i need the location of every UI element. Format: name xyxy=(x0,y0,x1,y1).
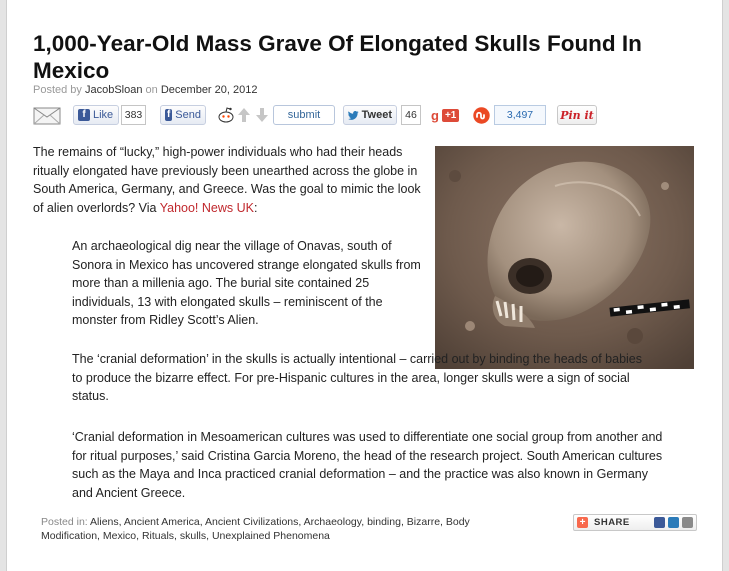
reddit-alien-icon[interactable] xyxy=(217,105,235,125)
post-meta xyxy=(33,84,257,96)
intro-text: The remains of “lucky,” high-power individuals who had their heads ritually elongated have previously been unearthed across the globe in South America, Germany, and Greece. Was the goal to mimic the look of alien overlords? Via xyxy=(33,145,421,215)
tweet-button[interactable] xyxy=(343,105,397,125)
quote-paragraph-1: An archaeological dig near the village of Onavas, south of Sonora in Mexico has uncovered strange elongated skulls from more than a millenia ago. The burial site contained 25 individuals, 13 with elongated skulls – reminiscent of the monster from Ridley Scott’s Alien. xyxy=(72,239,421,327)
gplus-label: +1 xyxy=(442,109,459,122)
mail-icon xyxy=(33,107,61,125)
facebook-icon[interactable] xyxy=(654,517,665,528)
stumbleupon-button[interactable] xyxy=(473,105,491,125)
twitter-bird-icon[interactable] xyxy=(668,517,679,528)
google-plus-icon: g xyxy=(431,107,439,123)
source-link[interactable]: Yahoo! News UK xyxy=(159,200,254,215)
posted-in-label: Posted in: xyxy=(41,516,88,528)
like-count: 383 xyxy=(121,105,146,125)
source-suffix: : xyxy=(253,200,258,215)
addthis-share-button[interactable] xyxy=(573,514,697,531)
stumbleupon-icon xyxy=(473,107,490,124)
share-bar xyxy=(33,105,693,129)
reddit-submit-button[interactable]: submit xyxy=(273,105,335,125)
quote-paragraph-2: The ‘cranial deformation’ in the skulls is actually intentional – carried out by binding the heads of babies to produce the bizarre effect. For pre-Hispanic cultures in the area, longer skulls were a sign of social status. xyxy=(72,352,643,403)
quote-paragraph-3: ‘Cranial deformation in Mesoamerican cultures was used to differentiate one social group from another and for ritual purposes,’ said Cristina Garcia Moreno, the head of the research project. South American cultures such as the Maya and Inca practiced cranial deformation – and the practice was also known in Germany and Ancient Greece. xyxy=(72,430,663,500)
facebook-icon: f xyxy=(78,109,90,121)
categories-footer xyxy=(41,516,521,543)
tweet-label: Tweet xyxy=(361,109,392,121)
tweet-count: 46 xyxy=(401,105,421,125)
reddit-downvote-icon[interactable] xyxy=(255,105,269,125)
skull-photo xyxy=(435,146,694,369)
pin-it-button[interactable]: Pin it xyxy=(557,105,597,125)
addthis-plus-icon: + xyxy=(577,517,588,528)
on-label: on xyxy=(145,84,158,96)
send-label: Send xyxy=(175,109,201,121)
share-label: SHARE xyxy=(594,517,630,528)
window-right-edge xyxy=(722,0,729,571)
category-links[interactable]: Aliens, Ancient America, Ancient Civilizations, Archaeology, binding, Bizarre, Body Modification, Mexico, Rituals, skulls, Unexplained Phenomena xyxy=(41,516,470,542)
facebook-icon: f xyxy=(166,109,171,120)
mail-icon[interactable] xyxy=(682,517,693,528)
twitter-bird-icon xyxy=(348,110,359,121)
author-link[interactable]: JacobSloan xyxy=(84,84,143,96)
google-plus-button[interactable] xyxy=(431,105,465,125)
facebook-like-button[interactable] xyxy=(73,105,119,125)
email-share-button[interactable] xyxy=(33,107,61,125)
intro-paragraph xyxy=(33,143,428,217)
posted-by-label: Posted by xyxy=(33,84,82,96)
stumbleupon-count: 3,497 xyxy=(494,105,546,125)
facebook-send-button[interactable] xyxy=(160,105,206,125)
like-label: Like xyxy=(93,109,114,121)
article-title[interactable]: 1,000-Year-Old Mass Grave Of Elongated Skulls Found In Mexico xyxy=(33,31,642,83)
reddit-upvote-icon[interactable] xyxy=(237,105,251,125)
post-date: December 20, 2012 xyxy=(160,84,258,96)
window-left-edge xyxy=(0,0,7,571)
